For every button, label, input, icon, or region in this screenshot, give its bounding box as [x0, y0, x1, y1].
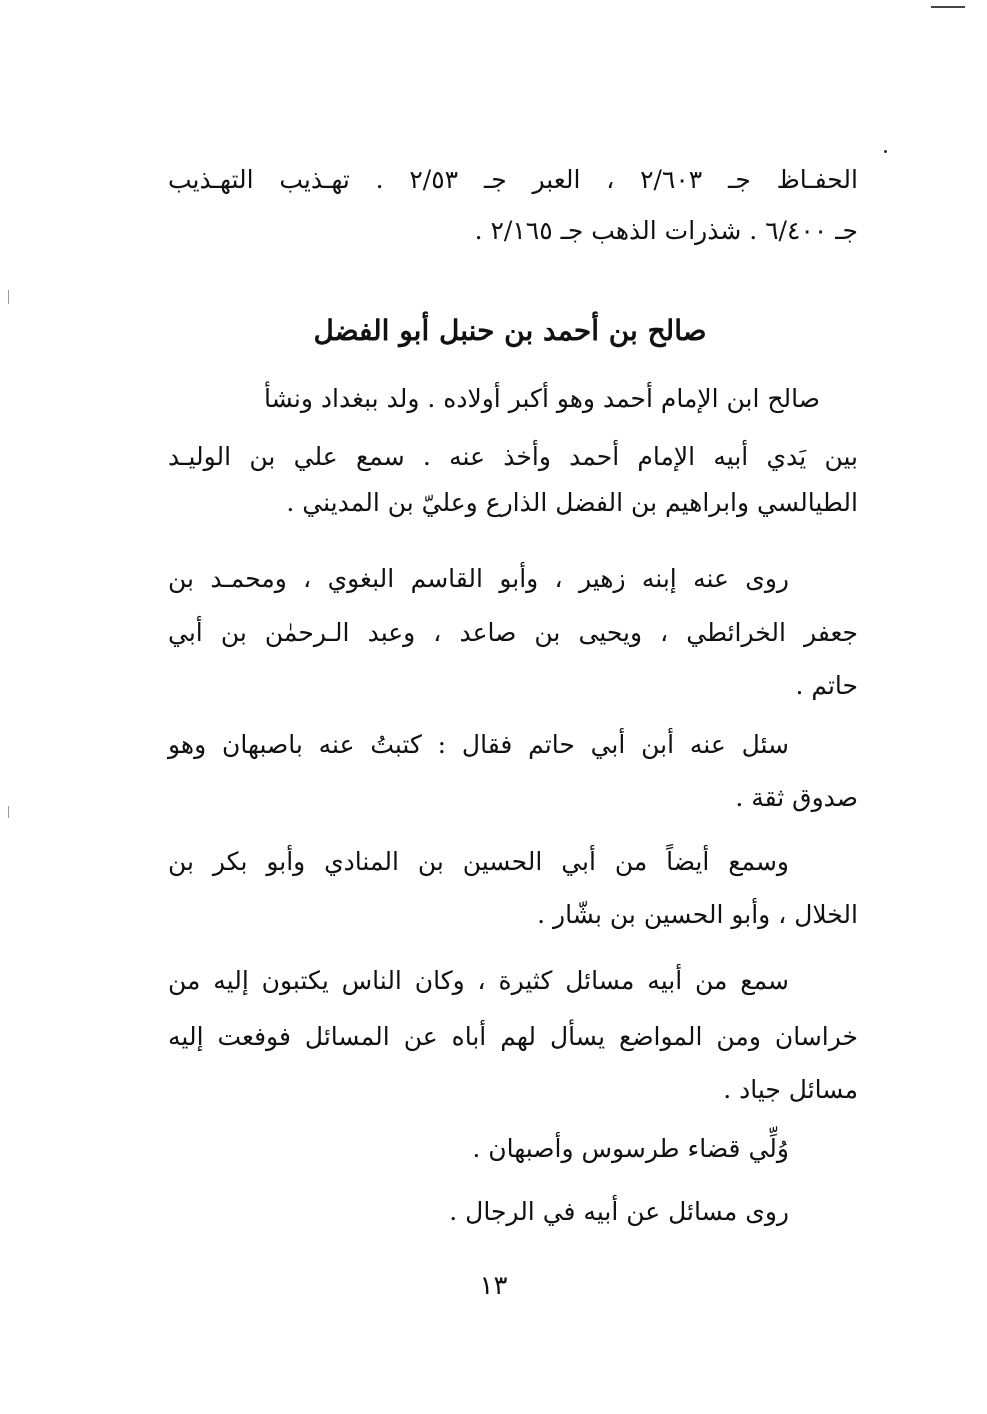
edge-mark	[8, 290, 9, 304]
paragraph-5-line-1: سمع من أبيه مسائل كثيرة ، وكان الناس يكتبون إليه من	[168, 966, 789, 995]
paragraph-3-line-1: سئل عنه أبن أبي حاتم فقال : كتبتُ عنه باصبهان وهو	[168, 730, 789, 759]
paragraph-4-line-2: الخلال ، وأبو الحسين بن بشّار .	[537, 900, 858, 929]
paragraph-1-line-2: بين يَدي أبيه الإمام أحمد وأخذ عنه . سمع علي بن الوليـد	[168, 442, 858, 471]
paragraph-4-line-1: وسمع أيضاً من أبي الحسين بن المنادي وأبو بكر بن	[168, 847, 789, 876]
paragraph-5-line-2: خراسان ومن المواضع يسأل لهم أباه عن المسائل فوفعت إليه	[168, 1022, 858, 1051]
paragraph-2-line-3: حاتم .	[795, 671, 858, 700]
paragraph-7-line-1: روى مسائل عن أبيه في الرجال .	[449, 1197, 789, 1226]
reference-line-2: جـ ٦/٤٠٠ . شذرات الذهب جـ ٢/١٦٥ .	[474, 216, 858, 245]
paragraph-6-line-1: وُلِّي قضاء طرسوس وأصبهان .	[472, 1134, 789, 1163]
ink-dot	[884, 150, 887, 153]
reference-line-1: الحفـاظ جـ ٢/٦٠٣ ، العبر جـ ٢/٥٣ . تهـذيب التهـذيب	[168, 165, 858, 194]
paragraph-5-line-3: مسائل جياد .	[723, 1075, 858, 1104]
paragraph-2-line-1: روى عنه إبنه زهير ، وأبو القاسم البغوي ، ومحمـد بن	[168, 564, 789, 593]
scan-mark	[931, 6, 965, 8]
paragraph-3-line-2: صدوق ثقة .	[735, 783, 858, 812]
edge-mark	[8, 806, 9, 818]
paragraph-2-line-2: جعفر الخرائطي ، ويحيى بن صاعد ، وعبد الـرحمٰن بن أبي	[168, 618, 858, 647]
paragraph-1-line-3: الطيالسي وابراهيم بن الفضل الذارع وعليّ بن المديني .	[286, 488, 858, 517]
entry-title: صالح بن أحمد بن حنبل أبو الفضل	[313, 314, 707, 347]
paragraph-1-line-1: صالح ابن الإمام أحمد وهو أكبر أولاده . ولد ببغداد ونشأ	[263, 384, 820, 413]
page-number: ١٣	[479, 1271, 508, 1301]
